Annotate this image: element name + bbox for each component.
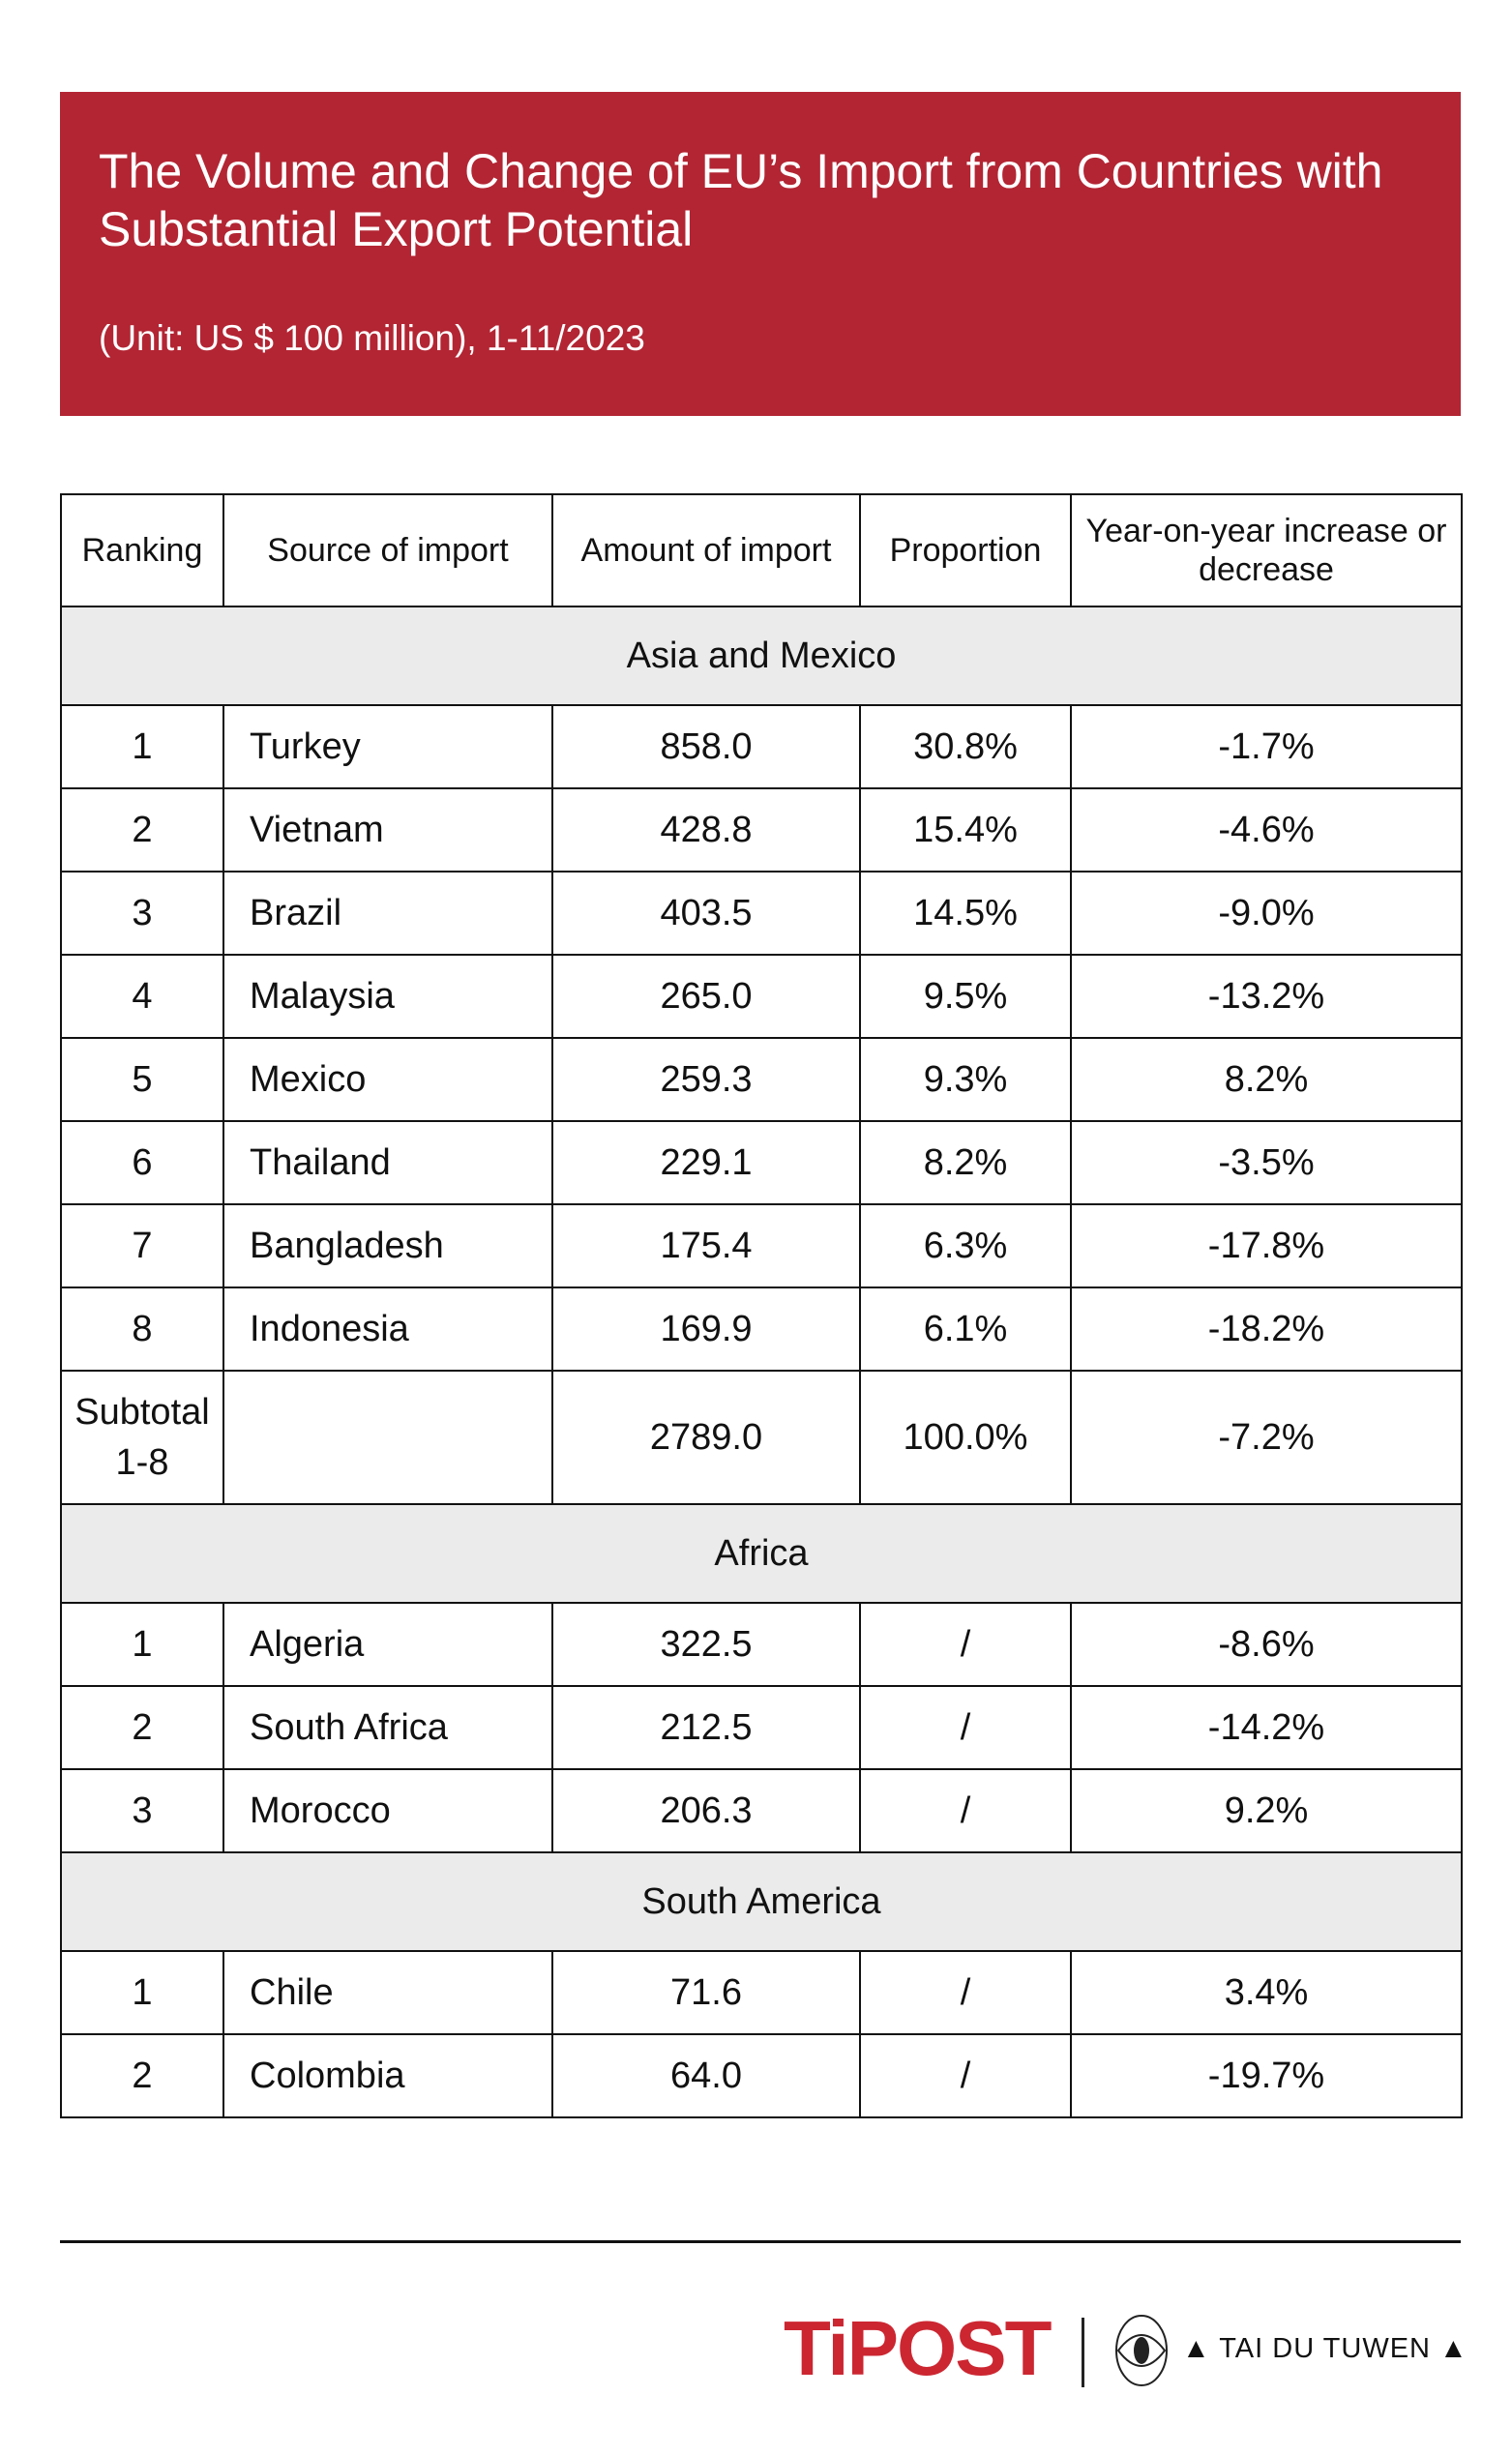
yoy-cell: 9.2% <box>1071 1769 1462 1852</box>
amount-cell: 206.3 <box>552 1769 860 1852</box>
proportion-cell: 6.3% <box>860 1204 1071 1287</box>
source-cell: Colombia <box>223 2034 552 2117</box>
amount-cell: 428.8 <box>552 788 860 872</box>
yoy-cell: -19.7% <box>1071 2034 1462 2117</box>
table-row <box>61 1686 1462 1769</box>
table-header-row <box>61 494 1462 606</box>
source-cell: Mexico <box>223 1038 552 1121</box>
proportion-cell: / <box>860 1686 1071 1769</box>
source-cell: Brazil <box>223 872 552 955</box>
table-body <box>61 606 1462 2117</box>
source-cell: Malaysia <box>223 955 552 1038</box>
amount-cell: 322.5 <box>552 1603 860 1686</box>
table-row <box>61 1951 1462 2034</box>
column-header: Year-on-year increase or decrease <box>1071 494 1462 606</box>
table-row <box>61 1121 1462 1204</box>
source-cell: Indonesia <box>223 1287 552 1371</box>
yoy-cell: -8.6% <box>1071 1603 1462 1686</box>
ranking-cell: 2 <box>61 2034 223 2117</box>
yoy-cell: -17.8% <box>1071 1204 1462 1287</box>
ranking-cell: 5 <box>61 1038 223 1121</box>
group-name: South America <box>61 1852 1462 1951</box>
ranking-cell: 1 <box>61 1951 223 2034</box>
footer-divider <box>60 2240 1461 2243</box>
table-row <box>61 1769 1462 1852</box>
column-header: Proportion <box>860 494 1071 606</box>
group-name: Asia and Mexico <box>61 606 1462 705</box>
ranking-cell: 1 <box>61 705 223 788</box>
yoy-cell: -9.0% <box>1071 872 1462 955</box>
proportion-cell: 8.2% <box>860 1121 1071 1204</box>
unit-subtitle: (Unit: US $ 100 million), 1-11/2023 <box>99 318 645 358</box>
ranking-cell: 2 <box>61 1686 223 1769</box>
amount-cell: 212.5 <box>552 1686 860 1769</box>
amount-cell: 175.4 <box>552 1204 860 1287</box>
yoy-cell: -14.2% <box>1071 1686 1462 1769</box>
ranking-cell: 7 <box>61 1204 223 1287</box>
yoy-cell: -3.5% <box>1071 1121 1462 1204</box>
ranking-cell: 6 <box>61 1121 223 1204</box>
subtotal-row <box>61 1371 1462 1504</box>
yoy-cell: -1.7% <box>1071 705 1462 788</box>
source-cell: Thailand <box>223 1121 552 1204</box>
amount-cell: 858.0 <box>552 705 860 788</box>
group-header-row <box>61 1504 1462 1603</box>
column-header: Amount of import <box>552 494 860 606</box>
source-cell: Algeria <box>223 1603 552 1686</box>
amount-cell: 169.9 <box>552 1287 860 1371</box>
table-row <box>61 1204 1462 1287</box>
table-row <box>61 788 1462 872</box>
import-table <box>60 493 1463 2118</box>
tipost-logo: TiPOST <box>784 2305 1051 2391</box>
ranking-cell: 8 <box>61 1287 223 1371</box>
amount-cell: 64.0 <box>552 2034 860 2117</box>
eye-logo-icon <box>1112 2312 1171 2389</box>
brand-name: ▲ TAI DU TUWEN ▲ <box>1182 2333 1468 2364</box>
proportion-cell: 30.8% <box>860 705 1071 788</box>
logo-separator <box>1082 2318 1084 2387</box>
table-row <box>61 1287 1462 1371</box>
ranking-cell: 3 <box>61 1769 223 1852</box>
amount-cell: 259.3 <box>552 1038 860 1121</box>
ranking-cell: 3 <box>61 872 223 955</box>
proportion-cell: / <box>860 1769 1071 1852</box>
yoy-cell: 8.2% <box>1071 1038 1462 1121</box>
group-header-row <box>61 1852 1462 1951</box>
table-row <box>61 705 1462 788</box>
group-header-row <box>61 606 1462 705</box>
source-cell: Turkey <box>223 705 552 788</box>
proportion-cell: / <box>860 2034 1071 2117</box>
yoy-cell: -4.6% <box>1071 788 1462 872</box>
proportion-cell: / <box>860 1951 1071 2034</box>
source-cell: South Africa <box>223 1686 552 1769</box>
proportion-cell: 6.1% <box>860 1287 1071 1371</box>
column-header: Ranking <box>61 494 223 606</box>
table-row <box>61 1603 1462 1686</box>
table-row <box>61 1038 1462 1121</box>
source-cell: Morocco <box>223 1769 552 1852</box>
amount-cell: 229.1 <box>552 1121 860 1204</box>
ranking-cell: 1 <box>61 1603 223 1686</box>
source-cell: Bangladesh <box>223 1204 552 1287</box>
group-name: Africa <box>61 1504 1462 1603</box>
page-title: The Volume and Change of EU’s Import from Countries with Substantial Export Potential <box>99 144 1383 256</box>
table-row <box>61 955 1462 1038</box>
amount-cell: 403.5 <box>552 872 860 955</box>
proportion-cell: 14.5% <box>860 872 1071 955</box>
proportion-cell: 9.5% <box>860 955 1071 1038</box>
subtotal-label: Subtotal 1-8 <box>61 1371 223 1504</box>
amount-cell: 71.6 <box>552 1951 860 2034</box>
proportion-cell: 9.3% <box>860 1038 1071 1121</box>
column-header: Source of import <box>223 494 552 606</box>
yoy-cell: -7.2% <box>1071 1371 1462 1504</box>
ranking-cell: 2 <box>61 788 223 872</box>
source-cell: Chile <box>223 1951 552 2034</box>
ranking-cell: 4 <box>61 955 223 1038</box>
proportion-cell: 100.0% <box>860 1371 1071 1504</box>
amount-cell: 265.0 <box>552 955 860 1038</box>
table-row <box>61 2034 1462 2117</box>
yoy-cell: -18.2% <box>1071 1287 1462 1371</box>
table-row <box>61 872 1462 955</box>
source-cell: Vietnam <box>223 788 552 872</box>
yoy-cell: -13.2% <box>1071 955 1462 1038</box>
title-banner <box>60 92 1461 416</box>
yoy-cell: 3.4% <box>1071 1951 1462 2034</box>
source-cell <box>223 1371 552 1504</box>
proportion-cell: / <box>860 1603 1071 1686</box>
amount-cell: 2789.0 <box>552 1371 860 1504</box>
proportion-cell: 15.4% <box>860 788 1071 872</box>
